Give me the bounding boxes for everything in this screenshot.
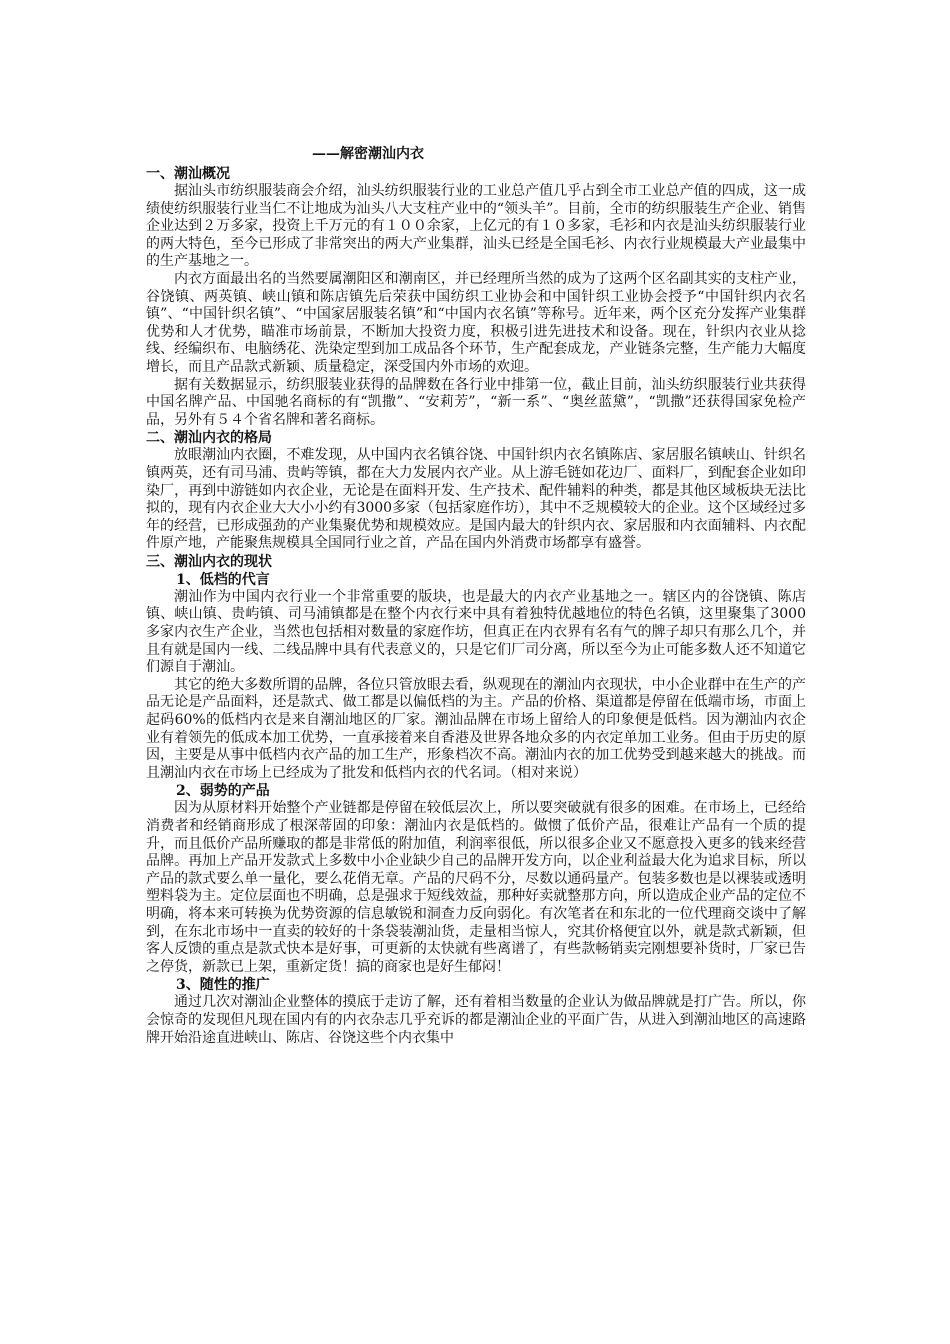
- paragraph: 据汕头市纺织服装商会介绍，汕头纺织服装行业的工业总产值几乎占到全市工业总产值的四成，这一成绩使纺织服装行业当仁不让地成为汕头八大支柱产业中的“领头羊”。目前，全市的纺织服装生产企业、销售企业达到２万多家，投资上千万元的有１００余家，上亿元的有１０多家，毛衫和内衣是汕头纺织服装行业的两大特色，至今已形成了非常突出的两大产业集群，汕头已经是全国毛衫、内衣行业规模最大产业最集中的生产基地之一。: [146, 183, 806, 270]
- section-heading-status: 三、潮汕内衣的现状: [146, 553, 272, 570]
- section-heading-structure: 二、潮汕内衣的格局: [146, 430, 272, 447]
- paragraph: 内衣方面最出名的当然要属潮阳区和潮南区，并已经理所当然的成为了这两个区名副其实的支柱产业，谷饶镇、两英镇、峡山镇和陈店镇先后荣获中国纺织工业协会和中国针织工业协会授予“中国针织内衣名镇”、“中国针织名镇”、“中国家居服装名镇”和“中国内衣名镇”等称号。近年来，两个区充分发挥产业集群优势和人才优势，瞄准市场前景，不断加大投资力度，积极引进先进技术和设备。现在，针织内衣业从捻线、经编织布、电脑绣花、洗染定型到加工成品各个环节，生产配套成龙，产业链条完整，生产能力大幅度增长，而且产品款式新颖、质量稳定，深受国内外市场的欢迎。: [146, 270, 806, 375]
- subsection-heading-weak-products: 2、弱势的产品: [176, 783, 270, 800]
- paragraph: 放眼潮汕内衣圈，不难发现，从中国内衣名镇谷饶、中国针织内衣名镇陈店、家居服名镇峡山、针织名镇两英，还有司马浦、贵屿等镇，都在大力发展内衣产业。从上游毛链如花边厂、面料厂，到配套企业如印染厂，再到中游链如内衣企业，无论是在面料开发、生产技术、配件辅料的种类，都是其他区域板块无法比拟的，现有内衣企业大大小小约有3000多家（包括家庭作坊），其中不乏规模较大的企业。这个区域经过多年的经营，已形成强劲的产业集聚优势和规模效应。是国内最大的针织内衣、家居服和内衣面辅料、内衣配件原产地，产能聚焦规模具全国同行业之首，产品在国内外消费市场都享有盛誉。: [146, 447, 806, 552]
- paragraph: 据有关数据显示，纺织服装业获得的品牌数在各行业中排第一位，截止目前，汕头纺织服装行业共获得中国名牌产品、中国驰名商标的有“凯撒”、“安莉芳”，“新一系”、“奥丝蓝黛”，“凯撒”还获得国家免检产品，另外有５４个省名牌和著名商标。: [146, 376, 806, 428]
- subsection-heading-low-end: 1、低档的代言: [176, 571, 270, 588]
- section-heading-overview: 一、潮汕概况: [146, 166, 230, 182]
- subsection-heading-promotion: 3、随性的推广: [176, 977, 270, 994]
- paragraph: 因为从原材料开始整个产业链都是停留在较低层次上，所以要突破就有很多的困难。在市场上，已经给消费者和经销商形成了根深蒂固的印象：潮汕内衣是低档的。做惯了低价产品，很难让产品有一个质的提升，而且低价产品所赚取的都是非常低的附加值，利润率很低，所以很多企业又不愿意投入更多的钱来经营品牌。再加上产品开发款式上多数中小企业缺少自己的品牌开发方向，以企业利益最大化为追求目标，所以产品的款式要么单一量化，要么花俏无章。产品的尺码不分，尽数以通码量产。包装多数也是以裸装或透明塑料袋为主。定位层面也不明确，总是强求于短线效益，那种好卖就整那方向，所以造成企业产品的定位不明确，将本来可转换为优势资源的信息敏锐和洞查力反向弱化。有次笔者在和东北的一位代理商交谈中了解到，在东北市场中一直卖的较好的十条袋装潮汕货，走量相当惊人，究其价格便宜以外，就是款式新颖，但客人反馈的重点是款式快本是好事，可更新的太快就有些离谱了，有些款畅销卖完刚想要补货时，厂家已告之停货，新款已上架，重新定货！搞的商家也是好生郁闷！: [146, 800, 806, 975]
- paragraph: 其它的绝大多数所谓的品牌，各位只管放眼去看，纵观现在的潮汕内衣现状，中小企业群中在生产的产品无论是产品面料，还是款式、做工都是以偏低档的为主。产品的价格、渠道都是停留在低端市场，市面上起码60%的低档内衣是来自潮汕地区的厂家。潮汕品牌在市场上留给人的印象便是低档。因为潮汕内衣企业有着领先的低成本加工优势，一直承接着来自香港及世界各地众多的内衣定单加工业务。但由于历史的原因，主要是从事中低档内衣产品的加工生产，形象档次不高。潮汕内衣的加工优势受到越来越大的挑战。而且潮汕内衣在市场上已经成为了批发和低档内衣的代名词。（相对来说）: [146, 676, 806, 781]
- document-body: [146, 145, 806, 1047]
- paragraph: 潮汕作为中国内衣行业一个非常重要的版块，也是最大的内衣产业基地之一。辖区内的谷饶镇、陈店镇、峡山镇、贵屿镇、司马浦镇都是在整个内衣行来中具有着独特优越地位的特色名镇，这里聚集了3000多家内衣生产企业，当然也包括相对数量的家庭作坊，但真正在内衣界有名有气的牌子却只有那么几个，并且有就是国内一线、二线品牌中具有代表意义的，只是它们厂司分离，所以至今为止可能多数人还不知道它们源自于潮汕。: [146, 588, 806, 676]
- document-subtitle: ——解密潮汕内衣: [312, 146, 424, 162]
- paragraph: 通过几次对潮汕企业整体的摸底于走访了解，还有着相当数量的企业认为做品牌就是打广告。所以，你会惊奇的发现但凡现在国内有的内衣杂志几乎充诉的都是潮汕企业的平面广告，从进入到潮汕地区的高速路牌开始沿途直进峡山、陈店、谷饶这些个内衣集中: [146, 994, 806, 1046]
